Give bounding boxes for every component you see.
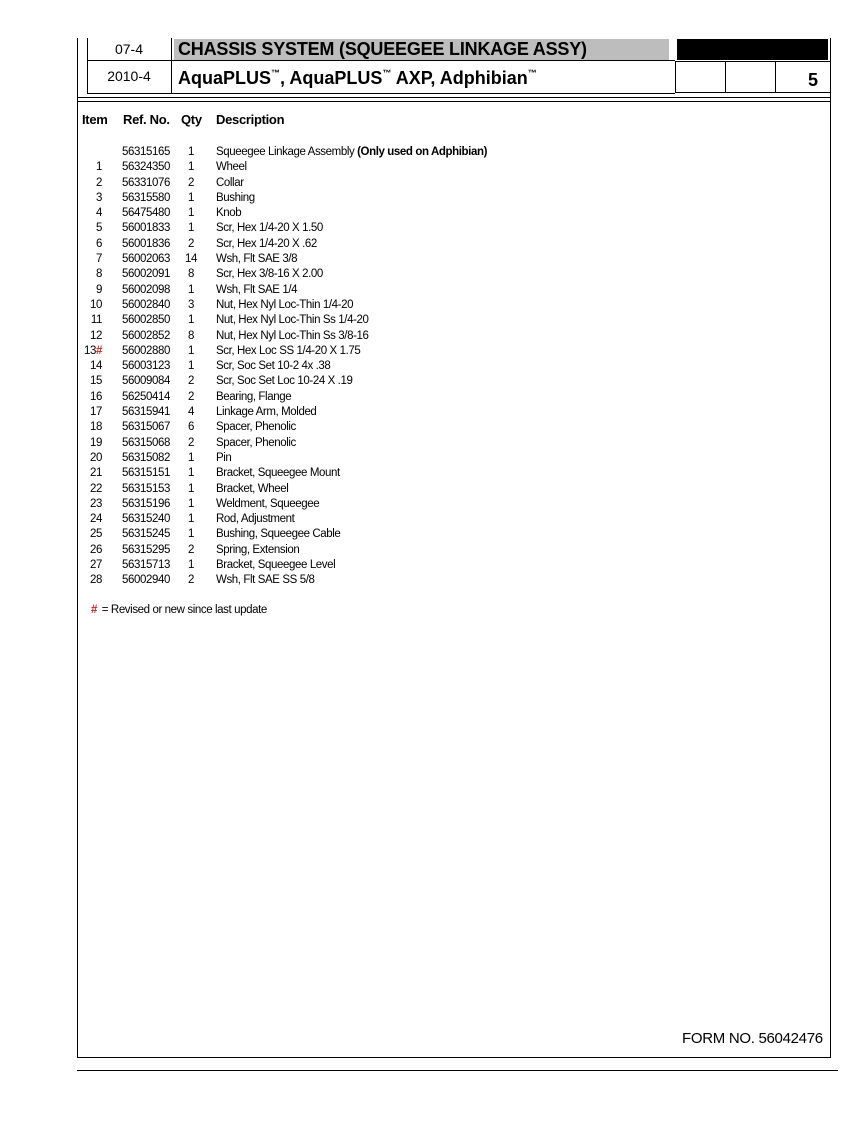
ref-number: 56001833 [122,222,170,235]
quantity: 2 [188,176,194,189]
item-number-value: 22 [90,482,102,495]
table-row [78,252,778,267]
description-text: Nut, Hex Nyl Loc-Thin 1/4-20 [216,298,354,311]
description-text: Scr, Hex 1/4-20 X 1.50 [216,222,323,235]
description [216,451,736,466]
table-row [78,160,778,175]
legend-text: = Revised or new since last update [101,604,267,616]
ref-number: 56315196 [122,497,170,510]
description [216,573,736,588]
ref-number: 56315295 [122,543,170,556]
description [216,221,736,236]
model-subtitle [174,61,669,88]
item-number [78,206,102,221]
table-row [78,405,778,420]
item-number [78,221,102,236]
item-number-value: 4 [96,207,102,220]
description [216,405,736,420]
description-text: Scr, Hex 1/4-20 X .62 [216,237,317,250]
quantity: 1 [188,344,194,357]
ref-number: 56315151 [122,467,170,480]
item-number-value: 20 [90,451,102,464]
description-text: Bracket, Squeegee Mount [216,467,340,480]
ref-number: 56324350 [122,161,170,174]
item-number [78,298,102,313]
item-number [78,160,102,175]
table-row [78,512,778,527]
revision-legend [91,604,267,616]
description-text: Pin [216,451,232,464]
table-row [78,543,778,558]
trademark-mark: ™ [382,68,392,78]
table-row [78,176,778,191]
description-text: Scr, Hex 3/8-16 X 2.00 [216,268,323,281]
item-number-value: 19 [90,436,102,449]
item-number [78,405,102,420]
parts-list [78,145,778,589]
item-number [78,497,102,512]
description [216,329,736,344]
item-number [78,543,102,558]
revision-mark: # [91,604,97,616]
description [216,390,736,405]
table-row [78,283,778,298]
ref-number: 56002091 [122,268,170,281]
description-text: Bushing [216,191,255,204]
description-text: Wheel [216,161,247,174]
table-row [78,221,778,236]
item-number [78,359,102,374]
table-row [78,329,778,344]
item-number-value: 23 [90,497,102,510]
item-number [78,436,102,451]
description-text: Bracket, Squeegee Level [216,559,336,572]
description-text: Bearing, Flange [216,390,292,403]
description-text: Collar [216,176,244,189]
ref-number: 56331076 [122,176,170,189]
revision-date-2: 2010-4 [107,68,151,84]
quantity: 2 [188,574,194,587]
description-text: Wsh, Flt SAE 1/4 [216,283,298,296]
item-number-value: 27 [90,559,102,572]
form-number: FORM NO. 56042476 [682,1030,823,1047]
ref-number: 56315245 [122,528,170,541]
item-number-value: 10 [90,298,102,311]
table-row [78,558,778,573]
table-row [78,466,778,481]
item-number [78,512,102,527]
quantity: 2 [188,436,194,449]
ref-number: 56002940 [122,574,170,587]
ref-number: 56315713 [122,559,170,572]
header-box-bottom [87,93,675,94]
description [216,482,736,497]
quantity: 8 [188,329,194,342]
description [216,512,736,527]
item-number [78,466,102,481]
ref-number: 56002063 [122,253,170,266]
quantity: 1 [188,451,194,464]
item-number-value: 7 [96,253,102,266]
page-frame-right [830,38,831,1058]
item-number [78,329,102,344]
ref-number: 56315068 [122,436,170,449]
item-number [78,191,102,206]
description [216,237,736,252]
description [216,527,736,542]
description [216,497,736,512]
description [216,145,736,160]
description [216,160,736,175]
description-text: Spring, Extension [216,543,300,556]
item-number-value: 1 [96,161,102,174]
description [216,252,736,267]
quantity: 1 [188,482,194,495]
table-row [78,191,778,206]
item-number [78,482,102,497]
column-header-ref: Ref. No. [123,112,170,127]
quantity: 2 [188,375,194,388]
table-row [78,145,778,160]
description-text: Knob [216,207,242,220]
table-row [78,527,778,542]
description [216,466,736,481]
item-number [78,558,102,573]
ref-number: 56002880 [122,344,170,357]
description-note: (Only used on Adphibian) [357,146,488,158]
description-text: Scr, Soc Set 10-2 4x .38 [216,360,331,373]
subtitle-part: AXP, Adphibian [391,68,528,88]
revision-date-1: 07-4 [114,41,144,57]
ref-number: 56001836 [122,237,170,250]
table-row [78,344,778,359]
footer-rule [77,1070,838,1071]
ref-number: 56315580 [122,191,170,204]
description [216,558,736,573]
description-text: Spacer, Phenolic [216,436,296,449]
item-number-value: 11 [90,314,102,327]
quantity: 1 [188,146,194,158]
description-text: Scr, Hex Loc SS 1/4-20 X 1.75 [216,344,361,357]
item-number [78,344,102,359]
description [216,176,736,191]
item-number-value: 13 [84,344,96,357]
description [216,420,736,435]
item-number-value: 24 [90,513,102,526]
ref-number: 56315153 [122,482,170,495]
item-number [78,283,102,298]
table-row [78,497,778,512]
description-text: Rod, Adjustment [216,513,295,526]
subtitle-part: AquaPLUS [178,68,272,88]
description-text: Nut, Hex Nyl Loc-Thin Ss 3/8-16 [216,329,369,342]
quantity: 1 [188,360,194,373]
item-number-value: 2 [96,176,102,189]
column-header-item: Item [82,112,108,127]
column-header-description: Description [216,112,285,127]
description-text: Spacer, Phenolic [216,421,296,434]
quantity: 2 [188,237,194,250]
description [216,359,736,374]
description [216,436,736,451]
trademark-mark: ™ [271,68,281,78]
item-number-value: 12 [90,329,102,342]
quantity: 1 [188,467,194,480]
description-text: Bracket, Wheel [216,482,289,495]
item-number [78,267,102,282]
description-text: Nut, Hex Nyl Loc-Thin Ss 1/4-20 [216,314,369,327]
quantity: 1 [188,513,194,526]
quantity: 1 [188,161,194,174]
table-row [78,420,778,435]
item-number-value: 17 [90,406,102,419]
item-number-value: 6 [96,237,102,250]
quantity: 2 [188,543,194,556]
description [216,283,736,298]
description-text: Wsh, Flt SAE SS 5/8 [216,574,315,587]
item-number-value: 14 [90,360,102,373]
item-number [78,237,102,252]
ref-number: 56475480 [122,207,170,220]
page-frame-bottom [77,1057,831,1058]
item-number [78,390,102,405]
description [216,298,736,313]
description [216,543,736,558]
page-number: 5 [775,61,831,93]
quantity: 1 [188,497,194,510]
item-number [78,313,102,328]
description [216,206,736,221]
section-title: CHASSIS SYSTEM (SQUEEGEE LINKAGE ASSY) [174,39,669,60]
ref-number: 56009084 [122,375,170,388]
quantity: 8 [188,268,194,281]
description [216,374,736,389]
table-row [78,206,778,221]
table-row [78,374,778,389]
quantity: 14 [185,253,197,266]
ref-number: 56002852 [122,329,170,342]
header-box-empty-2 [725,61,776,93]
item-number-value: 3 [96,191,102,204]
quantity: 3 [188,298,194,311]
item-number-value: 9 [96,283,102,296]
header-rule-inner [77,101,831,102]
item-number-value: 18 [90,421,102,434]
table-row [78,359,778,374]
ref-number: 56250414 [122,390,170,403]
ref-number: 56315067 [122,421,170,434]
item-number-value: 5 [96,222,102,235]
table-row [78,451,778,466]
description-text: Bushing, Squeegee Cable [216,528,341,541]
item-number-value: 8 [96,268,102,281]
column-header-qty: Qty [181,112,202,127]
item-number-value: 26 [90,543,102,556]
quantity: 4 [188,406,194,419]
item-number-value: 28 [90,574,102,587]
description-text: Squeegee Linkage Assembly [216,146,358,158]
ref-number: 56315240 [122,513,170,526]
trademark-mark: ™ [527,68,537,78]
ref-number: 56315082 [122,451,170,464]
quantity: 1 [188,207,194,220]
table-row [78,267,778,282]
item-number-value: 15 [90,375,102,388]
table-row [78,313,778,328]
quantity: 6 [188,421,194,434]
item-number [78,527,102,542]
ref-number: 56003123 [122,360,170,373]
header-box-empty-1 [675,61,726,93]
header-rule [77,97,831,98]
description [216,267,736,282]
ref-number: 56002098 [122,283,170,296]
header-divider [171,38,172,93]
quantity: 1 [188,314,194,327]
description-text: Weldment, Squeegee [216,497,320,510]
quantity: 1 [188,191,194,204]
ref-number: 56315941 [122,406,170,419]
table-row [78,237,778,252]
table-row [78,298,778,313]
description-text: Linkage Arm, Molded [216,406,317,419]
table-row [78,436,778,451]
item-number [78,451,102,466]
description [216,191,736,206]
table-row [78,390,778,405]
item-number [78,252,102,267]
description [216,344,736,359]
description [216,313,736,328]
ref-number: 56002840 [122,298,170,311]
quantity: 1 [188,528,194,541]
description-text: Wsh, Flt SAE 3/8 [216,253,298,266]
header-black-bar [677,39,828,60]
quantity: 1 [188,222,194,235]
description-text: Scr, Soc Set Loc 10-24 X .19 [216,375,353,388]
item-number [78,573,102,588]
item-number [78,420,102,435]
item-number [78,176,102,191]
quantity: 1 [188,559,194,572]
item-number-value: 25 [90,528,102,541]
revision-mark: # [96,344,102,357]
subtitle-part: , AquaPLUS [280,68,383,88]
quantity: 2 [188,390,194,403]
quantity: 1 [188,283,194,296]
ref-number: 56002850 [122,314,170,327]
ref-number: 56315165 [122,146,170,158]
item-number-value: 21 [90,467,102,480]
table-row [78,482,778,497]
item-number-value: 16 [90,390,102,403]
table-row [78,573,778,588]
item-number [78,374,102,389]
